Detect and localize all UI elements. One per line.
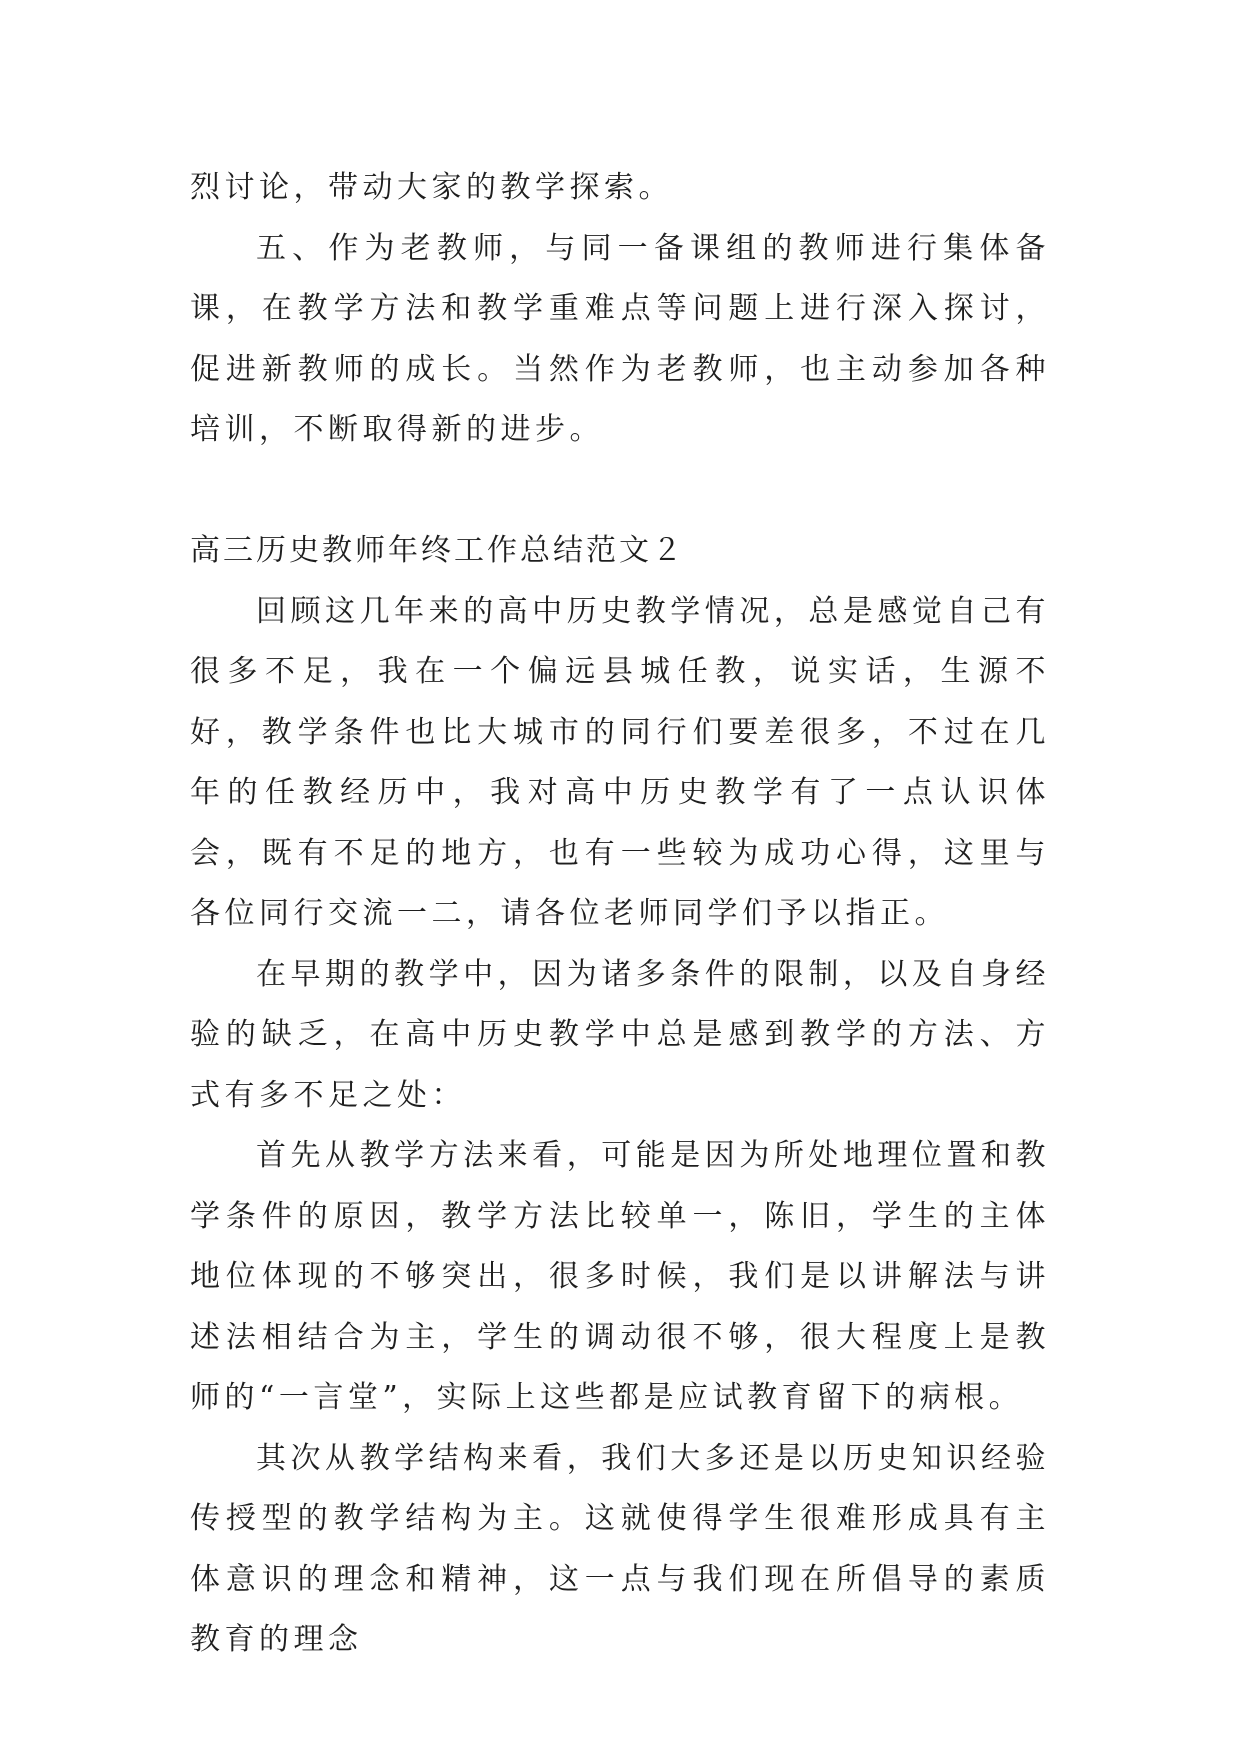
paragraph-five: 五、作为老教师，与同一备课组的教师进行集体备课，在教学方法和教学重难点等问题上进行深入探讨，促进新教师的成长。当然作为老教师，也主动参加各种培训，不断取得新的进步。 <box>190 230 1050 447</box>
paragraph-continuation: 烈讨论，带动大家的教学探索。 <box>190 170 673 205</box>
paragraph-early-teaching: 在早期的教学中，因为诸多条件的限制，以及自身经验的缺乏，在高中历史教学中总是感到教学的方法、方式有多不足之处： <box>190 956 1050 1113</box>
document-body <box>190 158 1050 1671</box>
paragraph-teaching-method: 首先从教学方法来看，可能是因为所处地理位置和教学条件的原因，教学方法比较单一，陈旧，学生的主体地位体现的不够突出，很多时候，我们是以讲解法与讲述法相结合为主，学生的调动很不够，很大程度上是教师的“一言堂”，实际上这些都是应试教育留下的病根。 <box>190 1138 1050 1415</box>
section-heading: 高三历史教师年终工作总结范文２ <box>190 533 685 568</box>
paragraph-teaching-structure: 其次从教学结构来看，我们大多还是以历史知识经验传授型的教学结构为主。这就使得学生很难形成具有主体意识的理念和精神，这一点与我们现在所倡导的素质教育的理念 <box>190 1440 1050 1657</box>
paragraph-review: 回顾这几年来的高中历史教学情况，总是感觉自己有很多不足，我在一个偏远县城任教，说实话，生源不好，教学条件也比大城市的同行们要差很多，不过在几年的任教经历中，我对高中历史教学有了一点认识体会，既有不足的地方，也有一些较为成功心得，这里与各位同行交流一二，请各位老师同学们予以指正。 <box>190 593 1050 931</box>
paragraph-gap <box>190 461 1050 522</box>
